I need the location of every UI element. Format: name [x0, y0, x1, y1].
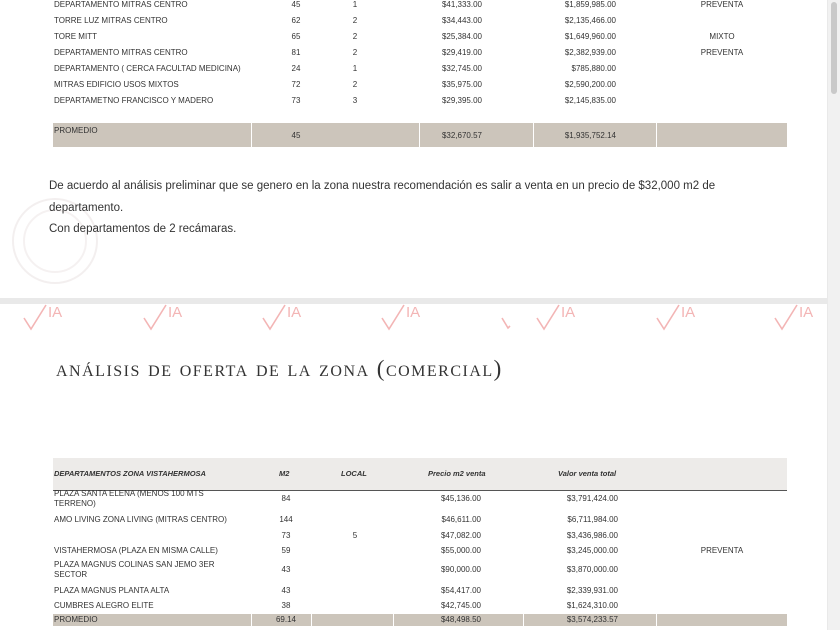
section-title: análisis de oferta de la zona (comercial) — [56, 356, 503, 381]
cell-price: $29,419.00 — [441, 48, 482, 57]
cell-name: VISTAHERMOSA (PLAZA EN MISMA CALLE) — [54, 546, 218, 555]
vertical-scrollbar[interactable] — [828, 0, 840, 630]
cell-m2: 73 — [281, 531, 291, 540]
commercial-average-row — [53, 614, 787, 626]
cell-m2: 43 — [281, 586, 291, 595]
cell-total: $3,870,000.00 — [566, 565, 618, 574]
cell-m2: 45 — [291, 0, 301, 9]
cell-price: $45,136.00 — [440, 494, 481, 503]
watermark-label: IA — [681, 304, 696, 321]
cell-rec: 3 — [352, 96, 358, 105]
watermark-label: IA — [799, 304, 814, 321]
cell-total: $785,880.00 — [571, 64, 616, 73]
cell-rec: 1 — [352, 0, 358, 9]
cell-total: $2,145,835.00 — [564, 96, 616, 105]
average-price: $32,670.57 — [441, 131, 482, 140]
recommendation-line-2: departamento. — [49, 201, 124, 214]
scrollbar-thumb[interactable] — [831, 2, 837, 94]
cell-price: $47,082.00 — [440, 531, 481, 540]
cell-total: $1,624,310.00 — [566, 601, 618, 610]
cell-m2: 43 — [281, 565, 291, 574]
cell-status: MIXTO — [709, 32, 735, 41]
header-name: DEPARTAMENTOS ZONA VISTAHERMOSA — [54, 469, 206, 478]
cell-total: $3,245,000.00 — [566, 546, 618, 555]
cell-name: PLAZA SANTA ELENA (MENOS 100 MTS — [54, 489, 204, 498]
cell-price: $90,000.00 — [440, 565, 481, 574]
header-price: Precio m2 venta — [428, 469, 486, 478]
average-label: PROMEDIO — [54, 126, 98, 135]
commercial-average-total: $3,574,233.57 — [566, 615, 618, 624]
table-average-row — [53, 123, 787, 147]
commercial-average-m2: 69.14 — [275, 615, 297, 624]
cell-price: $29,395.00 — [441, 96, 482, 105]
header-local: LOCAL — [341, 469, 367, 478]
cell-name: DEPARTAMENTO MITRAS CENTRO — [54, 48, 188, 57]
cell-rec: 2 — [352, 80, 358, 89]
cell-price: $25,384.00 — [441, 32, 482, 41]
cell-m2: 73 — [291, 96, 301, 105]
document-page-1 — [0, 0, 827, 298]
cell-total: $3,791,424.00 — [566, 494, 618, 503]
cell-m2: 81 — [291, 48, 301, 57]
cell-status: PREVENTA — [700, 546, 744, 555]
cell-local: 5 — [352, 531, 358, 540]
document-page-2 — [0, 304, 827, 630]
cell-total: $3,436,986.00 — [566, 531, 618, 540]
cell-total: $1,859,985.00 — [564, 0, 616, 9]
cell-name: AMO LIVING ZONA LIVING (MITRAS CENTRO) — [54, 515, 227, 524]
cell-m2: 59 — [281, 546, 291, 555]
cell-price: $55,000.00 — [440, 546, 481, 555]
cell-name: MITRAS EDIFICIO USOS MIXTOS — [54, 80, 179, 89]
cell-total: $2,382,939.00 — [564, 48, 616, 57]
watermark-label: IA — [48, 304, 63, 321]
apartments-table — [53, 0, 787, 110]
cell-name-continued: SECTOR — [54, 570, 88, 579]
cell-price: $32,745.00 — [441, 64, 482, 73]
average-m2: 45 — [291, 131, 301, 140]
recommendation-line-1: De acuerdo al análisis preliminar que se genero en la zona nuestra recomendación es salir a venta en un precio de $32,000 m2 de — [49, 180, 716, 192]
header-total: Valor venta total — [558, 469, 617, 478]
commercial-average-label: PROMEDIO — [54, 615, 98, 624]
recommendation-text — [49, 176, 749, 241]
cell-price: $54,417.00 — [440, 586, 481, 595]
cell-rec: 2 — [352, 16, 358, 25]
cell-status: PREVENTA — [700, 0, 744, 9]
watermark-label: IA — [168, 304, 183, 321]
watermark-label: IA — [406, 304, 421, 321]
cell-rec: 2 — [352, 32, 358, 41]
cell-m2: 144 — [279, 515, 293, 524]
cell-name: TORE MITT — [54, 32, 97, 41]
cell-total: $2,135,466.00 — [564, 16, 616, 25]
cell-name: PLAZA MAGNUS COLINAS SAN JEMO 3ER — [54, 560, 215, 569]
recommendation-line-3: Con departamentos de 2 recámaras. — [49, 223, 237, 235]
average-total: $1,935,752.14 — [564, 131, 616, 140]
cell-rec: 1 — [352, 64, 358, 73]
cell-name-continued: TERRENO) — [54, 499, 96, 508]
cell-price: $46,611.00 — [441, 515, 481, 524]
commercial-average-price: $48,498.50 — [440, 615, 481, 624]
cell-name: PLAZA MAGNUS PLANTA ALTA — [54, 586, 170, 595]
cell-total: $2,339,931.00 — [566, 586, 618, 595]
watermark-label: IA — [287, 304, 302, 321]
cell-name: DEPARTAMENTO ( CERCA FACULTAD MEDICINA) — [54, 64, 241, 73]
cell-name: TORRE LUZ MITRAS CENTRO — [54, 16, 168, 25]
cell-total: $2,590,200.00 — [564, 80, 616, 89]
cell-price: $42,745.00 — [440, 601, 481, 610]
cell-m2: 62 — [291, 16, 301, 25]
cell-price: $41,333.00 — [441, 0, 482, 9]
cell-name: DEPARTAMENTO MITRAS CENTRO — [54, 0, 188, 9]
watermark-label: IA — [561, 304, 576, 321]
commercial-table — [53, 304, 787, 614]
cell-total: $1,649,960.00 — [564, 32, 616, 41]
cell-m2: 72 — [291, 80, 301, 89]
cell-name: DEPARTAMETNO FRANCISCO Y MADERO — [54, 96, 214, 105]
cell-rec: 2 — [352, 48, 358, 57]
cell-m2: 65 — [291, 32, 301, 41]
cell-price: $35,975.00 — [441, 80, 482, 89]
cell-total: $6,711,984.00 — [567, 515, 618, 524]
cell-m2: 24 — [291, 64, 301, 73]
cell-price: $34,443.00 — [441, 16, 482, 25]
cell-name: CUMBRES ALEGRO ELITE — [54, 601, 154, 610]
header-m2: M2 — [279, 469, 290, 478]
cell-m2: 84 — [281, 494, 291, 503]
cell-m2: 38 — [281, 601, 291, 610]
cell-status: PREVENTA — [700, 48, 744, 57]
